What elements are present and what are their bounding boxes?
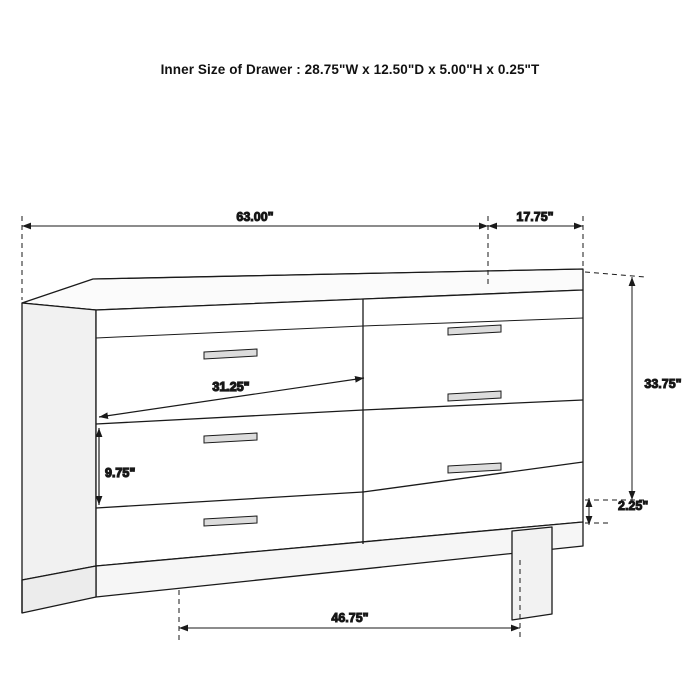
- dimension-base-clearance: [585, 498, 648, 525]
- dimension-label-height-overall: 33.75": [644, 377, 682, 391]
- dimension-depth-top: [488, 210, 583, 272]
- page-title: Inner Size of Drawer : 28.75"W x 12.50"D x 5.00"H x 0.25"T: [160, 62, 540, 77]
- dimension-label-width-overall: 63.00": [236, 210, 274, 224]
- dimension-label-base-clearance: 2.25": [618, 499, 649, 513]
- dimension-height-overall: [585, 272, 682, 500]
- dimension-label-drawer-height: 9.75": [105, 466, 136, 480]
- dimension-label-drawer-inner-width: 31.25": [212, 380, 250, 394]
- dresser-body: [22, 269, 583, 620]
- dimension-label-base-width: 46.75": [331, 611, 369, 625]
- dresser-front-carcass: [96, 290, 583, 566]
- dresser-right-foot: [512, 527, 552, 620]
- dresser-left-side-panel: [22, 303, 96, 580]
- dimension-label-depth-top: 17.75": [516, 210, 554, 224]
